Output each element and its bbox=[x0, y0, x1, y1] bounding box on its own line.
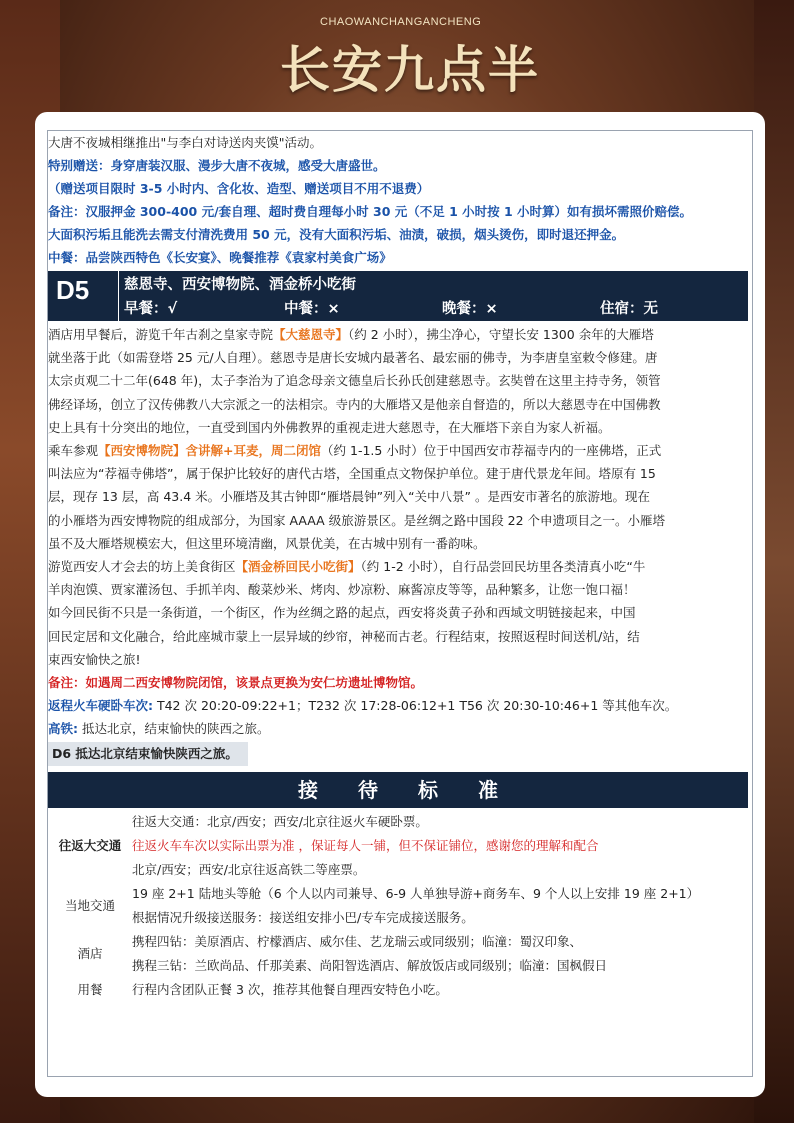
intro-line: （赠送项目限时 3-5 小时内、含化妆、造型、赠送项目不用不退费） bbox=[48, 181, 430, 196]
para-line bbox=[48, 439, 748, 462]
intro-line: 特别赠送：身穿唐装汉服、漫步大唐不夜城，感受大唐盛世。 bbox=[48, 158, 386, 173]
standards-detail-line: 携程三钻：兰欧尚品、仟那美素、尚阳智选酒店、解放饭店或同级别；临潼：国枫假日 bbox=[132, 958, 608, 974]
day5-lodging: 住宿：无 bbox=[600, 301, 658, 317]
para-line: 叫法应为“荐福寺佛塔”，属于保护比较好的唐代古塔，全国重点文物保护单位。建于唐代景龙年间。塔原有 15 bbox=[48, 466, 656, 482]
intro-line: 大面积污垢且能洗去需支付清洗费用 50 元，没有大面积污垢、油渍，破损，烟头烫伤，即时退还押金。 bbox=[48, 227, 625, 242]
para-line: 束西安愉快之旅! bbox=[48, 651, 141, 667]
standards-detail bbox=[132, 930, 748, 978]
standards-detail bbox=[132, 978, 748, 1002]
standards-detail-line: 往返大交通：北京/西安；西安/北京往返火车硬卧票。 bbox=[132, 814, 428, 830]
highlight-museum-note: 含讲解+耳麦，周二闭馆 bbox=[185, 443, 322, 459]
standards-detail-line: 携程四钻：美原酒店、柠檬酒店、威尔佳、艺龙瑞云或同级别；临潼：蜀汉印象、 bbox=[132, 934, 583, 950]
para-line: 层，现存 13 层，高 43.4 米。小雁塔及其古钟即“雁塔晨钟”列入“关中八景” 。是西安市著名的旅游地。现在 bbox=[48, 489, 651, 505]
para-text: 酒店用早餐后，游览千年古刹之皇家寺院 bbox=[48, 327, 274, 342]
para-text: （约 2 小时），拂尘净心，守望长安 1300 余年的大雁塔 bbox=[348, 327, 654, 342]
standards-label: 当地交通 bbox=[64, 898, 115, 914]
closure-note: 备注：如遇周二西安博物院闭馆，该景点更换为安仁坊遗址博物馆。 bbox=[48, 675, 424, 691]
intro-line: 中餐：品尝陕西特色《长安宴》、晚餐推荐《袁家村美食广场》 bbox=[48, 250, 392, 265]
para-line: 羊肉泡馍、贾家灌汤包、手抓羊肉、酸菜炒米、烤肉、炒凉粉、麻酱凉皮等等，品种繁多，让您一饱口福！ bbox=[48, 582, 636, 598]
para-line: 如今回民街不只是一条街道，一个街区，作为丝绸之路的起点，西安将炎黄子孙和西域文明链接起来，中国 bbox=[48, 605, 636, 621]
paragraph-dacien-temple bbox=[48, 323, 748, 439]
para-line: 就坐落于此（如需登塔 25 元/人自理）。慈恩寺是唐长安城内最著名、最宏丽的佛寺，为李唐皇室敕令修建。唐 bbox=[48, 350, 658, 366]
day5-breakfast: 早餐：√ bbox=[124, 301, 178, 317]
standards-detail-line: 根据情况升级接送服务：接送组安排小巴/专车完成接送服务。 bbox=[132, 910, 474, 926]
intro-line: 大唐不夜城相继推出"与李白对诗送肉夹馍"活动。 bbox=[48, 135, 322, 150]
standards-detail bbox=[132, 810, 748, 882]
para-line bbox=[48, 323, 748, 346]
train-text: T42 次 20:20-09:22+1；T232 次 17:28-06:12+1 T56 次 20:30-10:46+1 等其他车次。 bbox=[153, 698, 678, 714]
standards-label: 往返大交通 bbox=[58, 838, 122, 854]
standards-row bbox=[48, 810, 748, 882]
highlight-dacien-temple: 【大慈恩寺】 bbox=[273, 327, 349, 342]
standards-detail-line: 北京/西安；西安/北京往返高铁二等座票。 bbox=[132, 862, 366, 878]
para-line: 史上具有十分突出的地位，一直受到国内外佛教界的重视走进大慈恩寺，在大雁塔下亲自为家人祈福。 bbox=[48, 419, 611, 435]
high-speed-info bbox=[48, 717, 748, 740]
para-text: （约 1-2 小时），自行品尝回民坊里各类清真小吃“牛 bbox=[360, 559, 646, 575]
para-text: （约 1-1.5 小时）位于中国西安市荐福寺内的一座佛塔，正式 bbox=[321, 443, 662, 459]
standards-label: 用餐 bbox=[77, 982, 103, 998]
paragraph-xian-museum bbox=[48, 439, 748, 555]
para-line: 虽不及大雁塔规模宏大，但这里环境清幽，风景优美，在古城中别有一番韵味。 bbox=[48, 535, 486, 551]
day5-number: D5 bbox=[56, 275, 90, 305]
brand-chinese: 长安九点半 bbox=[280, 40, 540, 99]
standards-label: 酒店 bbox=[77, 946, 103, 962]
para-line: 佛经译场，创立了汉传佛教八大宗派之一的法相宗。寺内的大雁塔又是他亲自督造的，所以大慈恩寺在中国佛教 bbox=[48, 396, 661, 412]
day5-divider bbox=[118, 271, 119, 321]
para-line: 回民定居和文化融合，给此座城市蒙上一层异域的纱帘，神秘而古老。行程结束，按照返程时间送机/站，结 bbox=[48, 628, 640, 644]
standards-detail-line: 往返火车车次以实际出票为准 ，保证每人一铺，但不保证铺位，感谢您的理解和配合 bbox=[132, 838, 599, 854]
highlight-xian-museum: 【西安博物院】 bbox=[98, 443, 186, 459]
itinerary-content bbox=[48, 131, 748, 1002]
day5-title: 慈恩寺、西安博物院、酒金桥小吃街 bbox=[124, 277, 356, 293]
standards-row bbox=[48, 930, 748, 978]
standards-detail-line: 行程内含团队正餐 3 次，推荐其他餐自理西安特色小吃。 bbox=[132, 982, 448, 998]
intro-section bbox=[48, 131, 748, 269]
return-train-info bbox=[48, 694, 748, 717]
standards-title: 接待标准 bbox=[48, 772, 748, 808]
para-text: 游览西安人才会去的坊上美食街区 bbox=[48, 559, 236, 575]
highspeed-text: 抵达北京，结束愉快的陕西之旅。 bbox=[78, 721, 270, 737]
train-label: 返程火车硬卧车次: bbox=[48, 698, 153, 714]
day5-banner bbox=[48, 271, 748, 321]
para-line: 太宗贞观二十二年(648 年)，太子李治为了追念母亲文德皇后长孙氏创建慈恩寺。玄奘曾在这里主持寺务，领管 bbox=[48, 373, 661, 389]
para-text: 乘车参观 bbox=[48, 443, 99, 459]
intro-line: 备注：汉服押金 300-400 元/套自理、超时费自理每小时 30 元（不足 1 小时按 1 小时算）如有损坏需照价赔偿。 bbox=[48, 204, 693, 219]
para-line: 的小雁塔为西安博物院的组成部分，为国家 AAAA 级旅游景区。是丝绸之路中国段 22 个申遗项目之一。小雁塔 bbox=[48, 512, 666, 528]
paragraph-snack-street bbox=[48, 555, 748, 671]
brand-english: CHAOWANCHANGANCHENG bbox=[320, 16, 482, 28]
day5-dinner: 晚餐：× bbox=[442, 301, 498, 317]
standards-detail bbox=[132, 882, 748, 930]
day6-line: D6 抵达北京结束愉快陕西之旅。 bbox=[48, 742, 248, 766]
day5-lunch: 中餐：× bbox=[284, 301, 340, 317]
standards-row bbox=[48, 978, 748, 1002]
highlight-snack-street: 【酒金桥回民小吃街】 bbox=[235, 559, 361, 575]
standards-table bbox=[48, 810, 748, 1002]
para-line bbox=[48, 555, 748, 578]
standards-detail-line: 19 座 2+1 陆地头等舱（6 个人以内司兼导、6-9 人单独导游+商务车、9 个人以上安排 19 座 2+1） bbox=[132, 886, 700, 902]
highspeed-label: 高铁: bbox=[48, 721, 78, 737]
standards-row bbox=[48, 882, 748, 930]
brand-logo bbox=[270, 8, 550, 103]
